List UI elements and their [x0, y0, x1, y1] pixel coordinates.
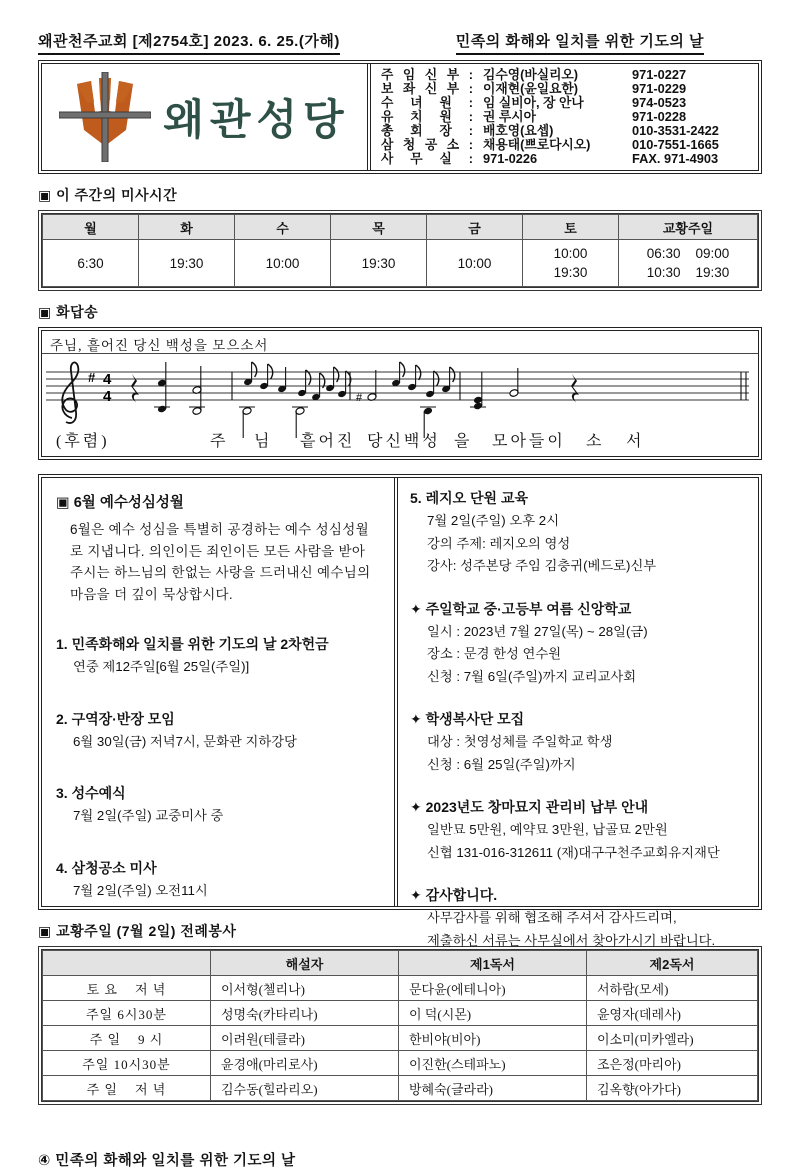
announcement-item [56, 710, 382, 752]
second-reader-name: 윤영자(데레사) [587, 1001, 758, 1026]
announcement-line: 연중 제12주일[6월 25일(주일)] [73, 659, 250, 674]
second-reader-name: 서하람(모세) [587, 976, 758, 1001]
church-crown-cross-icon [59, 72, 151, 162]
contact-row [381, 124, 750, 138]
liturgy-row [43, 1051, 758, 1076]
season-body: 6월은 예수 성심을 특별히 공경하는 예수 성심성월로 지냅니다. 의인이든 죄인이든 모든 사람을 받아 주시는 하느님의 한없는 사랑을 드러내신 예수님의 마음을 더 깊이 묵상합시다. [70, 522, 371, 602]
col-commentator: 해설자 [211, 951, 399, 976]
announcement-title: ✦ 학생복사단 모집 [410, 711, 525, 727]
col-blank [43, 951, 211, 976]
contact-phone: 971-0229 [632, 81, 687, 96]
time-sunday-line1: 06:30 09:00 [646, 246, 730, 261]
time-thu: 19:30 [331, 240, 427, 287]
liturgy-table [38, 946, 762, 1105]
commentator-name: 이려원(테클라) [211, 1026, 399, 1051]
announcement-line: 일시 : 2023년 7월 27일(목) ~ 28일(금) [427, 623, 648, 639]
mass-slot: 주 일 저 녁 [43, 1076, 211, 1101]
commentator-name: 윤경애(마리로사) [211, 1051, 399, 1076]
quarter-rest-icon [131, 374, 139, 402]
announcements-left-column [42, 478, 398, 906]
contact-label: 삼 청 공 소 : [381, 137, 473, 152]
bulletin-theme-title: 민족의 화해와 일치를 위한 기도의 날 [456, 30, 704, 55]
quarter-rest-icon [571, 374, 579, 402]
announcement-item [410, 710, 748, 774]
first-reader-name: 이진한(스테파노) [399, 1051, 587, 1076]
announcement-line: 7월 2일(주일) 오후 2시 [427, 513, 560, 528]
lyric-word: 소 [586, 433, 605, 450]
announcement-title: 1. 민족화해와 일치를 위한 기도의 날 2차헌금 [56, 636, 329, 652]
time-pope-sunday [619, 240, 758, 287]
commentator-name: 이서형(첼리나) [211, 976, 399, 1001]
announcement-line: 강의 주제: 레지오의 영성 [427, 535, 571, 551]
col-wed: 수 [235, 215, 331, 240]
announcement-title: 2. 구역장·반장 모임 [56, 710, 175, 727]
contact-name: 권 루시아 [483, 109, 537, 124]
contact-row [381, 82, 750, 96]
liturgy-header-row [43, 951, 758, 976]
lyric-word: 흩어진 [300, 433, 356, 450]
masthead [38, 30, 762, 55]
sharp-accidental: # [356, 392, 363, 404]
contact-name: 채용태(쁘로다시오) [483, 137, 591, 152]
first-reader-name: 한비야(비아) [399, 1026, 587, 1051]
announcement-title: 4. 삼청공소 미사 [56, 859, 157, 876]
contact-name: 971-0226 [483, 151, 538, 166]
first-reader-name: 이 덕(시몬) [399, 1001, 587, 1026]
first-reader-name: 방혜숙(글라라) [399, 1076, 587, 1101]
time-signature-bottom: 4 [103, 388, 112, 405]
second-reader-name: 조은정(마리아) [587, 1051, 758, 1076]
contact-row [381, 96, 750, 110]
contact-row [381, 68, 750, 82]
page-footer: ④ 민족의 화해와 일치를 위한 기도의 날 [38, 1153, 296, 1169]
contact-label: 유 치 원 : [381, 109, 473, 124]
announcement-line: 제출하신 서류는 사무실에서 찾아가시기 바랍니다. [427, 932, 716, 948]
contact-name: 임 실비아, 장 안나 [483, 95, 584, 110]
col-mon: 월 [43, 215, 139, 240]
col-first-reading: 제1독서 [399, 951, 587, 976]
mass-times-header-row [43, 215, 758, 240]
time-mon: 6:30 [43, 240, 139, 287]
liturgy-row [43, 976, 758, 1001]
contact-list [367, 64, 758, 170]
announcement-title: ✦ 감사합니다. [410, 887, 498, 903]
announcement-line: 신협 131-016-312611 (재)대구구천주교회유지재단 [427, 844, 720, 860]
contact-name: 김수영(바실리오) [483, 67, 579, 82]
contact-label: 총 회 장 : [381, 123, 473, 138]
contact-row [381, 110, 750, 124]
liturgy-row [43, 1076, 758, 1101]
key-signature-sharp: # [88, 370, 96, 385]
lyric-word: 모아들이 [492, 433, 566, 450]
second-reader-name: 김옥향(아가다) [587, 1076, 758, 1101]
first-reader-name: 문다윤(에테니아) [399, 976, 587, 1001]
psalm-refrain-text: 주님, 흩어진 당신 백성을 모으소서 [42, 331, 758, 354]
contact-row [381, 138, 750, 152]
mass-slot: 주 일 9 시 [43, 1026, 211, 1051]
announcement-line: 일반묘 5만원, 예약묘 3만원, 납골묘 2만원 [427, 822, 668, 837]
time-fri: 10:00 [427, 240, 523, 287]
lyric-word: 서 [626, 433, 645, 450]
announcement-item [410, 886, 748, 950]
announcement-title: ✦ 주일학교 중·고등부 여름 신앙학교 [410, 600, 632, 617]
church-logo [42, 64, 367, 170]
announcement-line: 장소 : 문경 한성 연수원 [427, 646, 562, 661]
contact-label: 수 녀 원 : [381, 95, 473, 110]
music-staff-area [42, 354, 758, 456]
second-reader-name: 이소미(미카엘라) [587, 1026, 758, 1051]
col-pope-sunday: 교황주일 [619, 215, 758, 240]
announcement-line: 7월 2일(주일) 교중미사 중 [73, 808, 224, 823]
lyric-word: 당신백성 [367, 433, 441, 450]
contact-phone: 971-0228 [632, 109, 687, 124]
contact-phone: 971-0227 [632, 67, 687, 82]
time-signature-top: 4 [103, 371, 112, 388]
church-info-box [38, 60, 762, 174]
time-sunday-line2: 10:30 19:30 [646, 265, 730, 280]
announcement-line: 신청 : 6월 25일(주일)까지 [427, 756, 576, 772]
lyric-word: 주 [210, 433, 229, 450]
contact-name: 이재현(윤일요한) [483, 81, 579, 96]
col-fri: 금 [427, 215, 523, 240]
bulletin-issue-title: 왜관천주교회 [제2754호] 2023. 6. 25.(가해) [38, 30, 340, 55]
col-thu: 목 [331, 215, 427, 240]
announcement-item [56, 635, 382, 677]
lyric-word: 님 [254, 433, 273, 450]
contact-label: 보 좌 신 부 : [381, 81, 473, 96]
lyric-word: 을 [454, 433, 473, 450]
announcement-item [410, 798, 748, 862]
mass-times-table [38, 210, 762, 291]
announcement-line: 7월 2일(주일) 오전11시 [73, 882, 208, 898]
contact-label: 사 무 실 : [381, 151, 473, 166]
mass-slot: 주일 10시30분 [43, 1051, 211, 1076]
mass-times-title: ▣ 이 주간의 미사시간 [38, 187, 178, 203]
announcement-line: 신청 : 7월 6일(주일)까지 교리교사회 [427, 668, 637, 684]
contact-name: 배호영(요셉) [483, 123, 554, 138]
time-sat-morning: 10:00 [553, 246, 588, 261]
mass-slot: 주일 6시30분 [43, 1001, 211, 1026]
mass-slot: 토 요 저 녁 [43, 976, 211, 1001]
contact-phone: 010-3531-2422 [632, 123, 719, 138]
announcements-right-column [398, 478, 758, 948]
announcement-item [410, 489, 748, 576]
contact-row [381, 152, 750, 166]
liturgy-row [43, 1026, 758, 1051]
contact-phone: 974-0523 [632, 95, 687, 110]
lyric-refrain: (후렴) [56, 433, 110, 450]
contact-phone: FAX. 971-4903 [632, 151, 719, 166]
psalm-box [38, 327, 762, 460]
time-sat [523, 240, 619, 287]
col-tue: 화 [139, 215, 235, 240]
announcement-title: 3. 성수예식 [56, 785, 126, 801]
announcement-line: 대상 : 첫영성체를 주일학교 학생 [427, 734, 613, 749]
liturgy-row [43, 1001, 758, 1026]
announcement-title: ✦ 2023년도 창마묘지 관리비 납부 안내 [410, 799, 649, 815]
commentator-name: 성명숙(카타리나) [211, 1001, 399, 1026]
announcement-title: 5. 레지오 단원 교육 [410, 490, 529, 506]
time-tue: 19:30 [139, 240, 235, 287]
church-name: 왜관성당 [163, 98, 350, 144]
liturgy-title: ▣ 교황주일 (7월 2일) 전례봉사 [38, 923, 237, 939]
announcement-line: 사무감사를 위해 협조해 주셔서 감사드리며, [427, 910, 677, 925]
announcement-item [56, 859, 382, 901]
time-sat-evening: 19:30 [553, 265, 588, 280]
psalm-title: ▣ 화답송 [38, 304, 99, 320]
contact-label: 주 임 신 부 : [381, 67, 473, 82]
announcement-item [410, 600, 748, 687]
col-sat: 토 [523, 215, 619, 240]
contact-phone: 010-7551-1665 [632, 137, 719, 152]
announcement-line: 6월 30일(금) 저녁7시, 문화관 지하강당 [73, 733, 297, 749]
col-second-reading: 제2독서 [587, 951, 758, 976]
announcement-item [56, 784, 382, 826]
mass-times-value-row [43, 240, 758, 287]
commentator-name: 김수동(힐라리오) [211, 1076, 399, 1101]
announcement-line: 강사: 성주본당 주임 김충귀(베드로)신부 [427, 558, 657, 573]
staff-lines [46, 372, 749, 400]
season-title: ▣ 6월 예수성심성월 [56, 495, 184, 511]
time-wed: 10:00 [235, 240, 331, 287]
